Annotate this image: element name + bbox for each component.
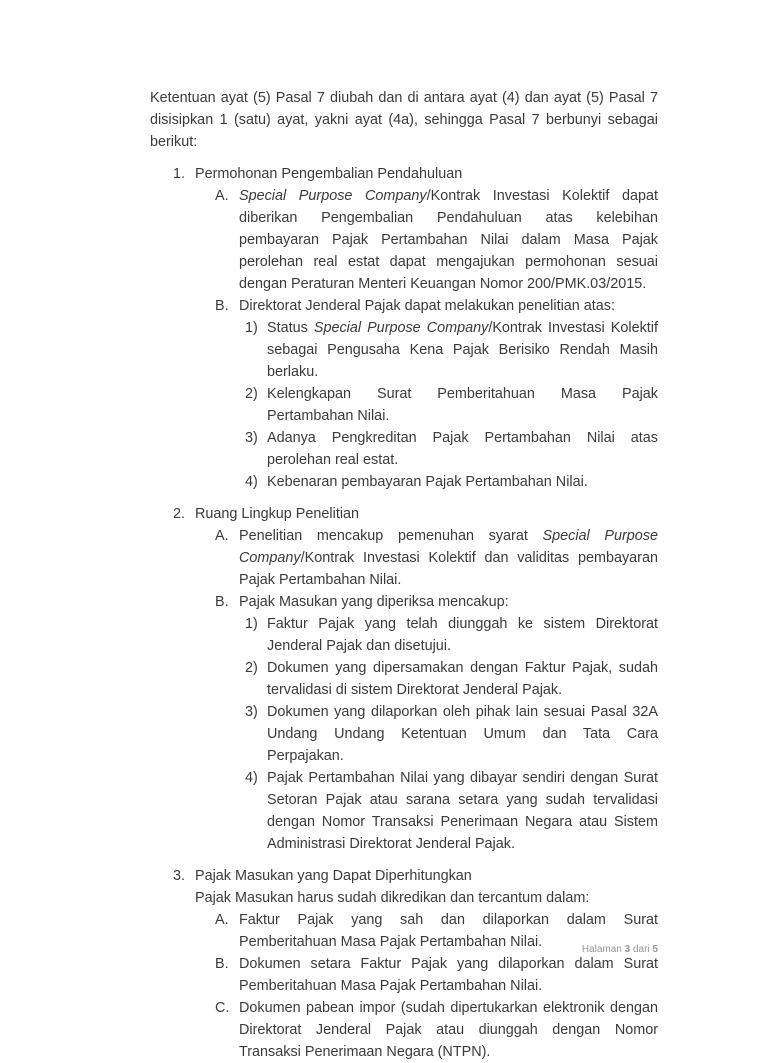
section-number: 2. — [173, 506, 186, 522]
plain-text: Adanya Pengkreditan Pajak Pertambahan Nilai atas perolehan real estat. — [267, 430, 658, 468]
list-row — [150, 953, 658, 997]
list-row — [150, 163, 658, 185]
italic-text: Special Purpose Company — [239, 528, 659, 566]
subitem-text — [267, 657, 658, 701]
list-row — [150, 383, 658, 427]
subitem-number: 1) — [245, 616, 258, 632]
list-row — [150, 657, 658, 701]
subitem-number: 2) — [245, 386, 258, 402]
item-text — [239, 185, 658, 295]
item-letter: C. — [215, 1000, 230, 1016]
subitem-text — [267, 767, 658, 855]
italic-text: Special Purpose Company — [239, 188, 427, 204]
section-number: 1. — [173, 166, 186, 182]
plain-text: /Kontrak Investasi Kolektif sebagai Pengusaha Kena Pajak Berisiko Rendah Masih berlaku. — [267, 320, 658, 380]
list-row — [150, 591, 658, 613]
list-row — [150, 701, 658, 767]
plain-text: Penelitian mencakup pemenuhan syarat — [239, 528, 543, 544]
item-letter: A. — [215, 528, 229, 544]
subitem-number: 4) — [245, 474, 258, 490]
subitem-text — [267, 427, 658, 471]
list-row — [150, 427, 658, 471]
section-number: 3. — [173, 868, 186, 884]
section — [150, 865, 658, 1063]
subitem-number: 4) — [245, 770, 258, 786]
italic-text: Special Purpose Company — [313, 320, 489, 336]
plain-text: Dokumen yang dilaporkan oleh pihak lain sesuai Pasal 32A Undang Undang Ketentuan Umum dan Tata Cara Perpajakan. — [267, 704, 658, 764]
list-row — [150, 767, 658, 855]
footer-total-pages: 5 — [652, 944, 658, 955]
plain-text: Pajak Masukan yang diperiksa mencakup: — [239, 594, 509, 610]
item-letter: A. — [215, 188, 229, 204]
section-subtitle: Pajak Masukan harus sudah dikredikan dan tercantum dalam: — [195, 890, 590, 906]
item-letter: A. — [215, 912, 229, 928]
subitem-text — [267, 613, 658, 657]
plain-text: Direktorat Jenderal Pajak dapat melakukan penelitian atas: — [239, 298, 615, 314]
document-page — [150, 87, 658, 1063]
section-title: Pajak Masukan yang Dapat Diperhitungkan — [195, 868, 472, 884]
section-title: Permohonan Pengembalian Pendahuluan — [195, 166, 463, 182]
item-text — [239, 997, 658, 1063]
subitem-number: 3) — [245, 430, 258, 446]
list-row — [150, 295, 658, 317]
item-letter: B. — [215, 594, 229, 610]
subitem-text — [267, 701, 658, 767]
plain-text: /Kontrak Investasi Kolektif dan validitas pembayaran Pajak Pertambahan Nilai. — [239, 550, 658, 588]
subitem-text — [267, 471, 658, 493]
footer-label: Halaman — [581, 944, 622, 955]
list-row — [150, 865, 658, 887]
footer-separator: dari — [632, 944, 650, 955]
subitem-number: 2) — [245, 660, 258, 676]
section-subtitle-row — [150, 887, 658, 909]
list-row — [150, 525, 658, 591]
subitem-number: 1) — [245, 320, 258, 336]
item-text — [239, 953, 658, 997]
plain-text: Kebenaran pembayaran Pajak Pertambahan Nilai. — [267, 474, 588, 490]
intro-paragraph: Ketentuan ayat (5) Pasal 7 diubah dan di antara ayat (4) dan ayat (5) Pasal 7 disisipkan 1 (satu) ayat, yakni ayat (4a), sehingga Pasal 7 berbunyi sebagai berikut: — [150, 90, 658, 150]
sections-container — [150, 163, 658, 1063]
plain-text: Dokumen yang dipersamakan dengan Faktur Pajak, sudah tervalidasi di sistem Direktorat Jenderal Pajak. — [267, 660, 658, 698]
plain-text: Dokumen setara Faktur Pajak yang dilaporkan dalam Surat Pemberitahuan Masa Pajak Pertambahan Nilai. — [239, 956, 658, 994]
item-letter: B. — [215, 298, 229, 314]
plain-text: Faktur Pajak yang sah dan dilaporkan dalam Surat Pemberitahuan Masa Pajak Pertambahan Nilai. — [239, 912, 658, 950]
list-row — [150, 185, 658, 295]
list-row — [150, 997, 658, 1063]
section — [150, 163, 658, 493]
plain-text: Kelengkapan Surat Pemberitahuan Masa Pajak Pertambahan Nilai. — [267, 386, 658, 424]
page-footer — [150, 944, 658, 956]
item-text — [239, 295, 658, 317]
subitem-number: 3) — [245, 704, 258, 720]
item-text — [239, 591, 658, 613]
list-row — [150, 317, 658, 383]
plain-text: Pajak Pertambahan Nilai yang dibayar sendiri dengan Surat Setoran Pajak atau sarana setara yang sudah tervalidasi dengan Nomor Transaksi Penerimaan Negara atau Sistem Administrasi Direktorat Jenderal Pajak. — [267, 770, 658, 852]
list-row — [150, 503, 658, 525]
subitem-text — [267, 383, 658, 427]
plain-text: Status — [267, 320, 314, 336]
list-row — [150, 613, 658, 657]
footer-page-number: 3 — [624, 944, 631, 955]
item-letter: B. — [215, 956, 229, 972]
subitem-text — [267, 317, 658, 383]
plain-text: Faktur Pajak yang telah diunggah ke sistem Direktorat Jenderal Pajak dan disetujui. — [267, 616, 658, 654]
section-title: Ruang Lingkup Penelitian — [195, 506, 360, 522]
section — [150, 503, 658, 855]
list-row — [150, 471, 658, 493]
plain-text: Dokumen pabean impor (sudah dipertukarkan elektronik dengan Direktorat Jenderal Pajak atau diunggah dengan Nomor Transaksi Penerimaan Negara (NTPN). — [239, 1000, 658, 1060]
item-text — [239, 525, 658, 591]
plain-text: /Kontrak Investasi Kolektif dapat diberikan Pengembalian Pendahuluan atas kelebihan pembayaran Pajak Pertambahan Nilai dalam Masa Pajak perolehan real estat dapat mengajukan permohonan sesuai dengan Peraturan Menteri Keuangan Nomor 200/PMK.03/2015. — [239, 188, 658, 292]
